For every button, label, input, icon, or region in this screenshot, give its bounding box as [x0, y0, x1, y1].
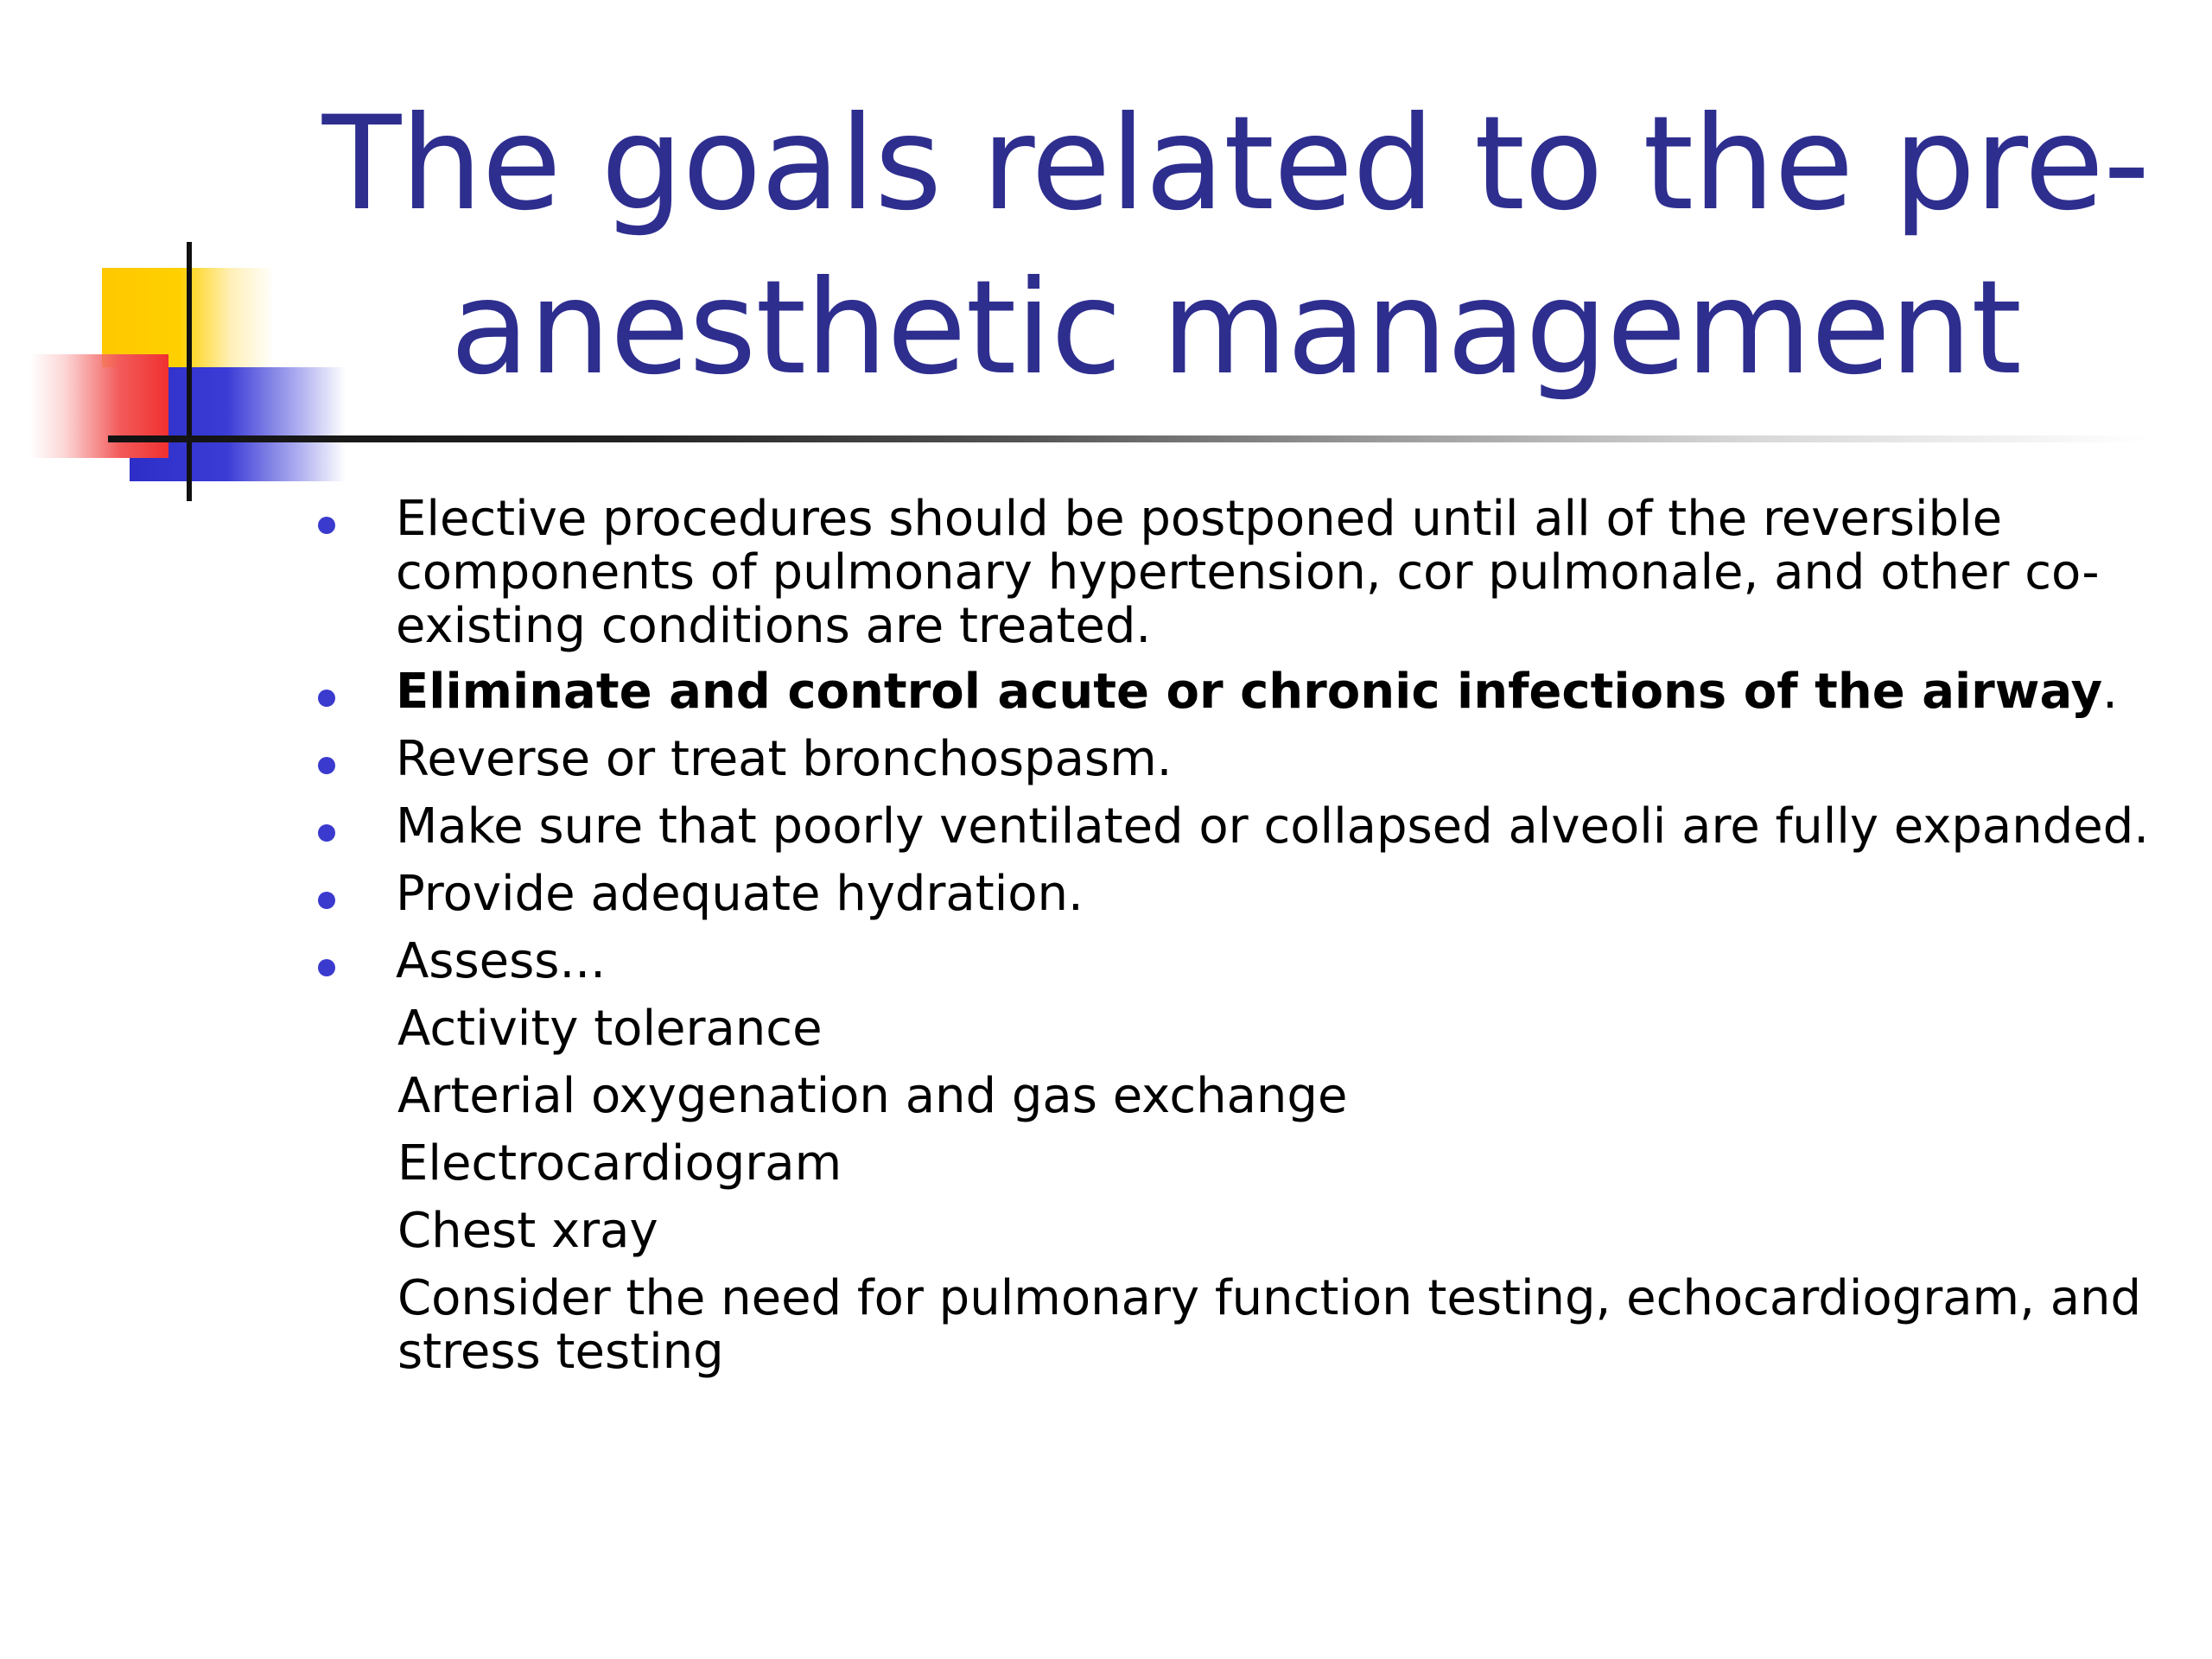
list-item-text: Assess...	[396, 933, 606, 989]
list-item-text: Elective procedures should be postponed until all of the reversible components of pulmonary hypertension, cor pulmonale, and other co-existing conditions are treated.	[396, 491, 2100, 654]
title-underline-rule	[108, 435, 2147, 442]
list-item	[302, 800, 2160, 854]
sub-item-text: Arterial oxygenation and gas exchange	[397, 1068, 1348, 1124]
list-item-text: Make sure that poorly ventilated or collapsed alveoli are fully expanded.	[396, 798, 2150, 855]
sub-list-item	[302, 1137, 2160, 1191]
bullet-dot-icon	[318, 517, 335, 534]
list-item	[302, 665, 2160, 719]
title-line-2: anesthetic management	[449, 253, 2022, 404]
list-item-trailing-text: .	[2102, 664, 2118, 720]
bullet-dot-icon	[318, 892, 335, 909]
sub-list-item	[302, 1205, 2160, 1258]
bullet-dot-icon	[318, 959, 335, 976]
sub-item-text: Electrocardiogram	[397, 1135, 842, 1192]
list-item	[302, 935, 2160, 988]
red-square-shape	[30, 354, 168, 458]
vertical-rule	[187, 242, 192, 501]
list-item	[302, 733, 2160, 786]
title-line-1: The goals related to the pre-	[321, 89, 2150, 239]
sub-item-text: Chest xray	[397, 1203, 658, 1259]
list-item-text: Reverse or treat bronchospasm.	[396, 731, 1173, 787]
sub-item-text: Consider the need for pulmonary function testing, echocardiogram, and stress testing	[397, 1270, 2142, 1380]
bullet-dot-icon	[318, 824, 335, 842]
sub-list-item	[302, 1272, 2160, 1379]
sub-item-text: Activity tolerance	[397, 1001, 823, 1057]
list-item	[302, 493, 2160, 653]
sub-list-item	[302, 1002, 2160, 1056]
list-item-text: Provide adequate hydration.	[396, 866, 1084, 922]
bullet-list	[302, 493, 2160, 1393]
sub-list-item	[302, 1070, 2160, 1123]
bullet-dot-icon	[318, 690, 335, 707]
list-item-bold-text: Eliminate and control acute or chronic infections of the airway	[396, 664, 2103, 720]
slide-title	[294, 82, 2177, 410]
bullet-dot-icon	[318, 757, 335, 774]
list-item	[302, 868, 2160, 921]
